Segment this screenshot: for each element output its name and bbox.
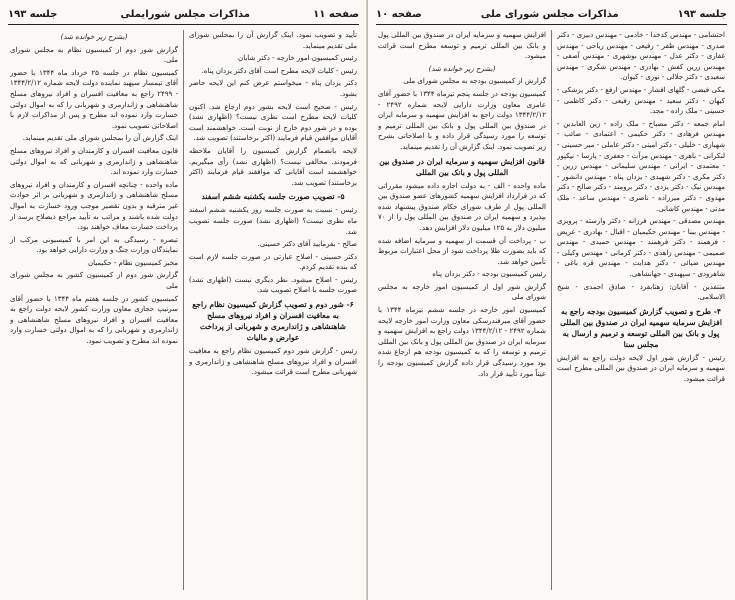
paragraph: صالح - بفرمایید آقای دکتر حسینی. [257, 240, 357, 249]
paragraph: احتشامی - مهندس کدخدا - خادمی - مهندس دبیری - دکتر صدری - مهندس ظفر - رفیعی - مهندس ریاحی - مهندس غفاری - دکتر عدل - مهندس بوشهری - مهندس آصفی - مهندس زرین کفش - بهادری - مهندس شکری - مهندس سعیدی - دکتر جلالی - نوری - کیوان. [557, 31, 725, 82]
paragraph: رئیس - نسبت به صورت جلسه روز یکشنبه ششم اسفند ماه نظری نیست؟ (اظهاری نشد) صورت جلسه تصویب شد. [189, 206, 357, 236]
left-page [0, 0, 367, 600]
paragraph: کمیسیون امور خارجه در جلسه ششم تیرماه ۱۳۴۴ با حضور آقای میرفندرسکی معاون وزارت امور خارجه لایحه شماره ۲۴۹۲ - ۱۳۴۴/۲/۱۲ دولت راجع به افزایش سهمیه و سرمایه ایران در صندوق بین المللی پول و بانک بین المللی ترمیم و توسعه را که به کمیسیون بودجه هم ارجاع شده بود مورد رسیدگی قرار داده گزارش کمیسیون بودجه را عیناً مورد تأیید قرار داد. [378, 306, 546, 378]
paragraph: تأیید و تصویب نمود. اینک گزارش آن را بمجلس شورای ملی تقدیم مینماید. [189, 31, 357, 50]
paragraph: افزایش سهمیه و سرمایه ایران در صندوق بین المللی پول و بانک بین المللی ترمیم و توسعه مطرح است قرائت میشود. [378, 31, 546, 61]
section-heading: ۵- تصویب صورت جلسه یکشنبه ششم اسفند [201, 192, 345, 202]
paragraph: مهندس مصدقی - مهندس فرزانه - دکتر وارسته - پرویزی - مهندس بینا - مهندس حکیمیان - اقبال - بهادری - عریض - فرهمند - دکتر فرهمند - مهندس حمیدی - مهندس صمیمی - مهندس زاهدی - دکتر کرمانی - مهندس وکیلی - مهندس ضیائی - دکتر هدایت - مهندس قره باغی - شاهرودی - سپهبدی - جهانشاهی. [557, 217, 725, 279]
paragraph: اینک گزارش آن را بمجلس شورای ملی تقدیم مینماید. [22, 134, 178, 143]
paragraph: کمیسیون کشور در جلسه هفتم ماه ۱۳۴۴ با حضور آقای سرتیپ حجازی معاون وزارت کشور لایحه دولت راجع به معافیت افسران و افراد نیروهای مسلح شاهنشاهی و ژاندارمری و شهربانی را که به اموال دولتی خسارت وارد نموده اند مطرح و تصویب نمود. [10, 294, 178, 346]
right-page-column-right [557, 30, 725, 592]
reading-note: (بشرح زیر خوانده شد) [60, 33, 128, 41]
paragraph: لایحه بانضمام گزارش کمیسیون را آقایان ملاحظه فرمودند. مخالفی نیست؟ (اظهاری نشد) رأی میگیریم. خواهشمند است آقایانی که موافقند قیام فرمایند (اکثر برخاستند) تصویب شد. [189, 146, 357, 187]
paragraph: رئیس - گزارش شور دوم کمیسیون نظام راجع به معافیت افسران و افراد نیروهای مسلح شاهنشاهی و ژاندارمری و شهربانی مطرح است قرائت میشود. [189, 347, 357, 377]
paragraph: گزارش از کمیسیون بودجه به مجلس شورای ملی [403, 77, 546, 86]
paragraph: رئیس - کلیات لایحه مطرح است آقای دکتر یزدان پناه. [201, 66, 357, 75]
paragraph: منتفدین - آقایان: زهتابفرد - صادق احمدی - شیخ الاسلامی. [557, 282, 725, 302]
paragraph: قانون معافیت افسران و کارمندان و افراد نیروهای مسلح شاهنشاهی و ژاندارمری و شهربانی که به اموال دولتی خسارت وارد نموده اند. [10, 146, 178, 177]
left-page-column-right [189, 30, 357, 592]
paragraph: رئیس کمیسیون بودجه - دکتر یزدان پناه [432, 270, 546, 279]
paragraph: ماده واحده - الف - به دولت اجازه داده میشود مقرراتی که در قرارداد افزایش سهمیه کشورهای عضو صندوق بین المللی پول از طرف شورای حکام صندوق پیشنهاد شده بپذیرد و سهمیه ایران در صندوق بین المللی پول را از ۷۰ میلیون دلار به ۱۲۵ میلیون دلار افزایش دهد. [378, 181, 546, 232]
paragraph: امام جمعه - دکتر مصباح - ملک زاده - زین العابدین - مهندس فرهادی - دکتر حکیمی - اعتمادی - صائب - شهبازی - خلیلی - دکتر امینی - دکتر عاملی - میر حسینی - لنکرانی - باهری - مهندس مرآت - جعفری - پارسا - نیکپور - معتمدی - ایرانی - مهندس سلیمانی - مهندس زرین - دکتر مکری - دکتر شهیدی - یزدان پناه - مهندس دانشور - مهندس نیک - دکتر یزدی - دکتر برومند - دکتر صالح - دکتر مهدوی - دکتر میرزاده - ناصری - مهندس ساعد - ملک مدنی - مهندس کاشانی. [557, 119, 725, 213]
right-page [368, 0, 735, 600]
reading-note: (بشرح زیر خوانده شد) [428, 64, 496, 73]
left-page-column-left [10, 30, 178, 592]
paragraph: دکتر یزدان پناه - میخواستم عرض کنم این لایحه حاضر بشود. [189, 79, 357, 98]
left-journal-title: مذاکرات مجلس شورایملی [120, 8, 250, 20]
section-heading: ۴- طرح و تصویب گزارش کمیسیون بودجه راجع به افزایش سرمایه سهمیه ایران در صندوق بین المللی پول و بانک بین المللی توسعه و ترمیم و ارسال به مجلس سنا [560, 306, 722, 349]
paragraph: مخبر کمیسیون نظام - حکیمیان [87, 258, 178, 267]
paragraph: رئیس - گزارش شور اول لایحه دولت راجع به افزایش سهمیه و سرمایه ایران در صندوق بین المللی مطرح است قرائت میشود. [557, 353, 725, 384]
paragraph: رئیس کمیسیون امور خارجه - دکتر شایان [238, 54, 357, 63]
paragraph: گزارش شور اول از کمیسیون امور خارجه به مجلس شورای ملی [378, 282, 546, 302]
left-column-divider [183, 30, 184, 590]
paragraph: دکتر حسینی - اصلاح عبارتی در صورت جلسه لازم است که بنده تقدیم کردم. [189, 252, 357, 272]
right-header-rule [376, 24, 727, 25]
left-session-number: جلسه ۱۹۳ [8, 8, 58, 20]
paragraph: کمیسیون بودجه در جلسه پنجم تیرماه ۱۳۴۴ با حضور آقای عامری معاون وزارت دارایی لایحه شماره ۲۴۹۲ - ۱۳۴۴/۲/۱۲ دولت راجع به افزایش سهمیه و سرمایه ایران در صندوق بین المللی پول و بانک بین المللی ترمیم و توسعه را مورد رسیدگی قرار داده و با اصلاحاتی بشرح زیر تصویب نمود. اینک گزارش آن را تقدیم مینماید. [378, 89, 546, 151]
right-page-column-left [378, 30, 546, 592]
paragraph: کمیسیون نظام در جلسه ۲۵ خرداد ماه ۱۳۴۴ با حضور آقای تیمسار سپهبد نماینده دولت لایحه شماره ۱۳۴۴/۲/۱۲ - ۲۴۹۹ راجع به معافیت افسران و افراد نیروهای مسلح شاهنشاهی و ژاندارمری و شهربانی را که به اموال دولتی خسارت وارد نموده اند مطرح و پس از مذاکرات لازم با اصلاحاتی تصویب نمود. [10, 68, 178, 130]
paragraph: تبصره - رسیدگی به این امر با کمیسیونی مرکب از نمایندگان وزارت جنگ و وزارت دارایی خواهد بود. [10, 235, 178, 255]
paragraph: مکی فیضی - گلهای افشار - مهندس ارفع - دکتر پزشکی - کیهان - دکتر سعید - مهندس رفیعی - دکتر کاظمی - حسینی - ملک زاده - مجد. [557, 85, 725, 116]
paragraph: ماده واحده - چنانچه افسران و کارمندان و افراد نیروهای مسلح شاهنشاهی و ژاندارمری و شهربانی بر اثر حوادث غیر مترقبه و بدون تقصیر موجب ورود خسارت به اموال دولت شده باشند و مراتب به تأیید مراجع ذیصلاح برسد از پرداخت خسارت معاف خواهند بود. [10, 180, 178, 232]
left-header-rule [8, 24, 359, 25]
paragraph: ب - پرداخت آن قسمت از سهمیه و سرمایه اضافه شده که باید بصورت طلا پرداخت شود از محل اعتبارات مربوط تأمین خواهد شد. [378, 236, 546, 266]
right-column-divider [551, 30, 552, 590]
left-page-number: صفحه ۱۱ [313, 8, 359, 20]
paragraph: رئیس - صحیح است لایحه بشور دوم ارجاع شد. اکنون کلیات لایحه مطرح است نظری نیست؟ (اظهاری نشد) بوده و در شور دوم خارج از نوبت است. خواهشمند است آقایان موافقین قیام فرمایند (اکثر برخاستند) تصویب شد. [189, 102, 357, 143]
left-page-header [8, 6, 359, 22]
right-page-header [376, 6, 727, 22]
paragraph: گزارش شور دوم از کمیسیون کشور به مجلس شورای ملی [10, 271, 178, 291]
right-session-number: جلسه ۱۹۳ [677, 8, 727, 20]
section-heading: قانون افزایش سهمیه و سرمایه ایران در صندوق بین المللی پول و بانک بین المللی [379, 156, 545, 177]
section-heading: ۶- شور دوم و تصویب گزارش کمیسیون نظام راجع به معافیت افسران و افراد نیروهای مسلح شاهنشاهی و ژاندارمری و شهربانی از پرداخت عوارض و مالیات [192, 300, 354, 343]
paragraph: گزارش شور دوم از کمیسیون نظام به مجلس شورای ملی. [10, 45, 178, 65]
right-page-number: صفحه ۱۰ [376, 8, 422, 20]
right-journal-title: مذاکرات مجلس شورای ملی [480, 8, 619, 20]
paragraph: رئیس - اصلاح میشود. نظر دیگری نیست (اظهاری نشد) صورت جلسه با اصلاح تصویب شد. [189, 275, 357, 295]
